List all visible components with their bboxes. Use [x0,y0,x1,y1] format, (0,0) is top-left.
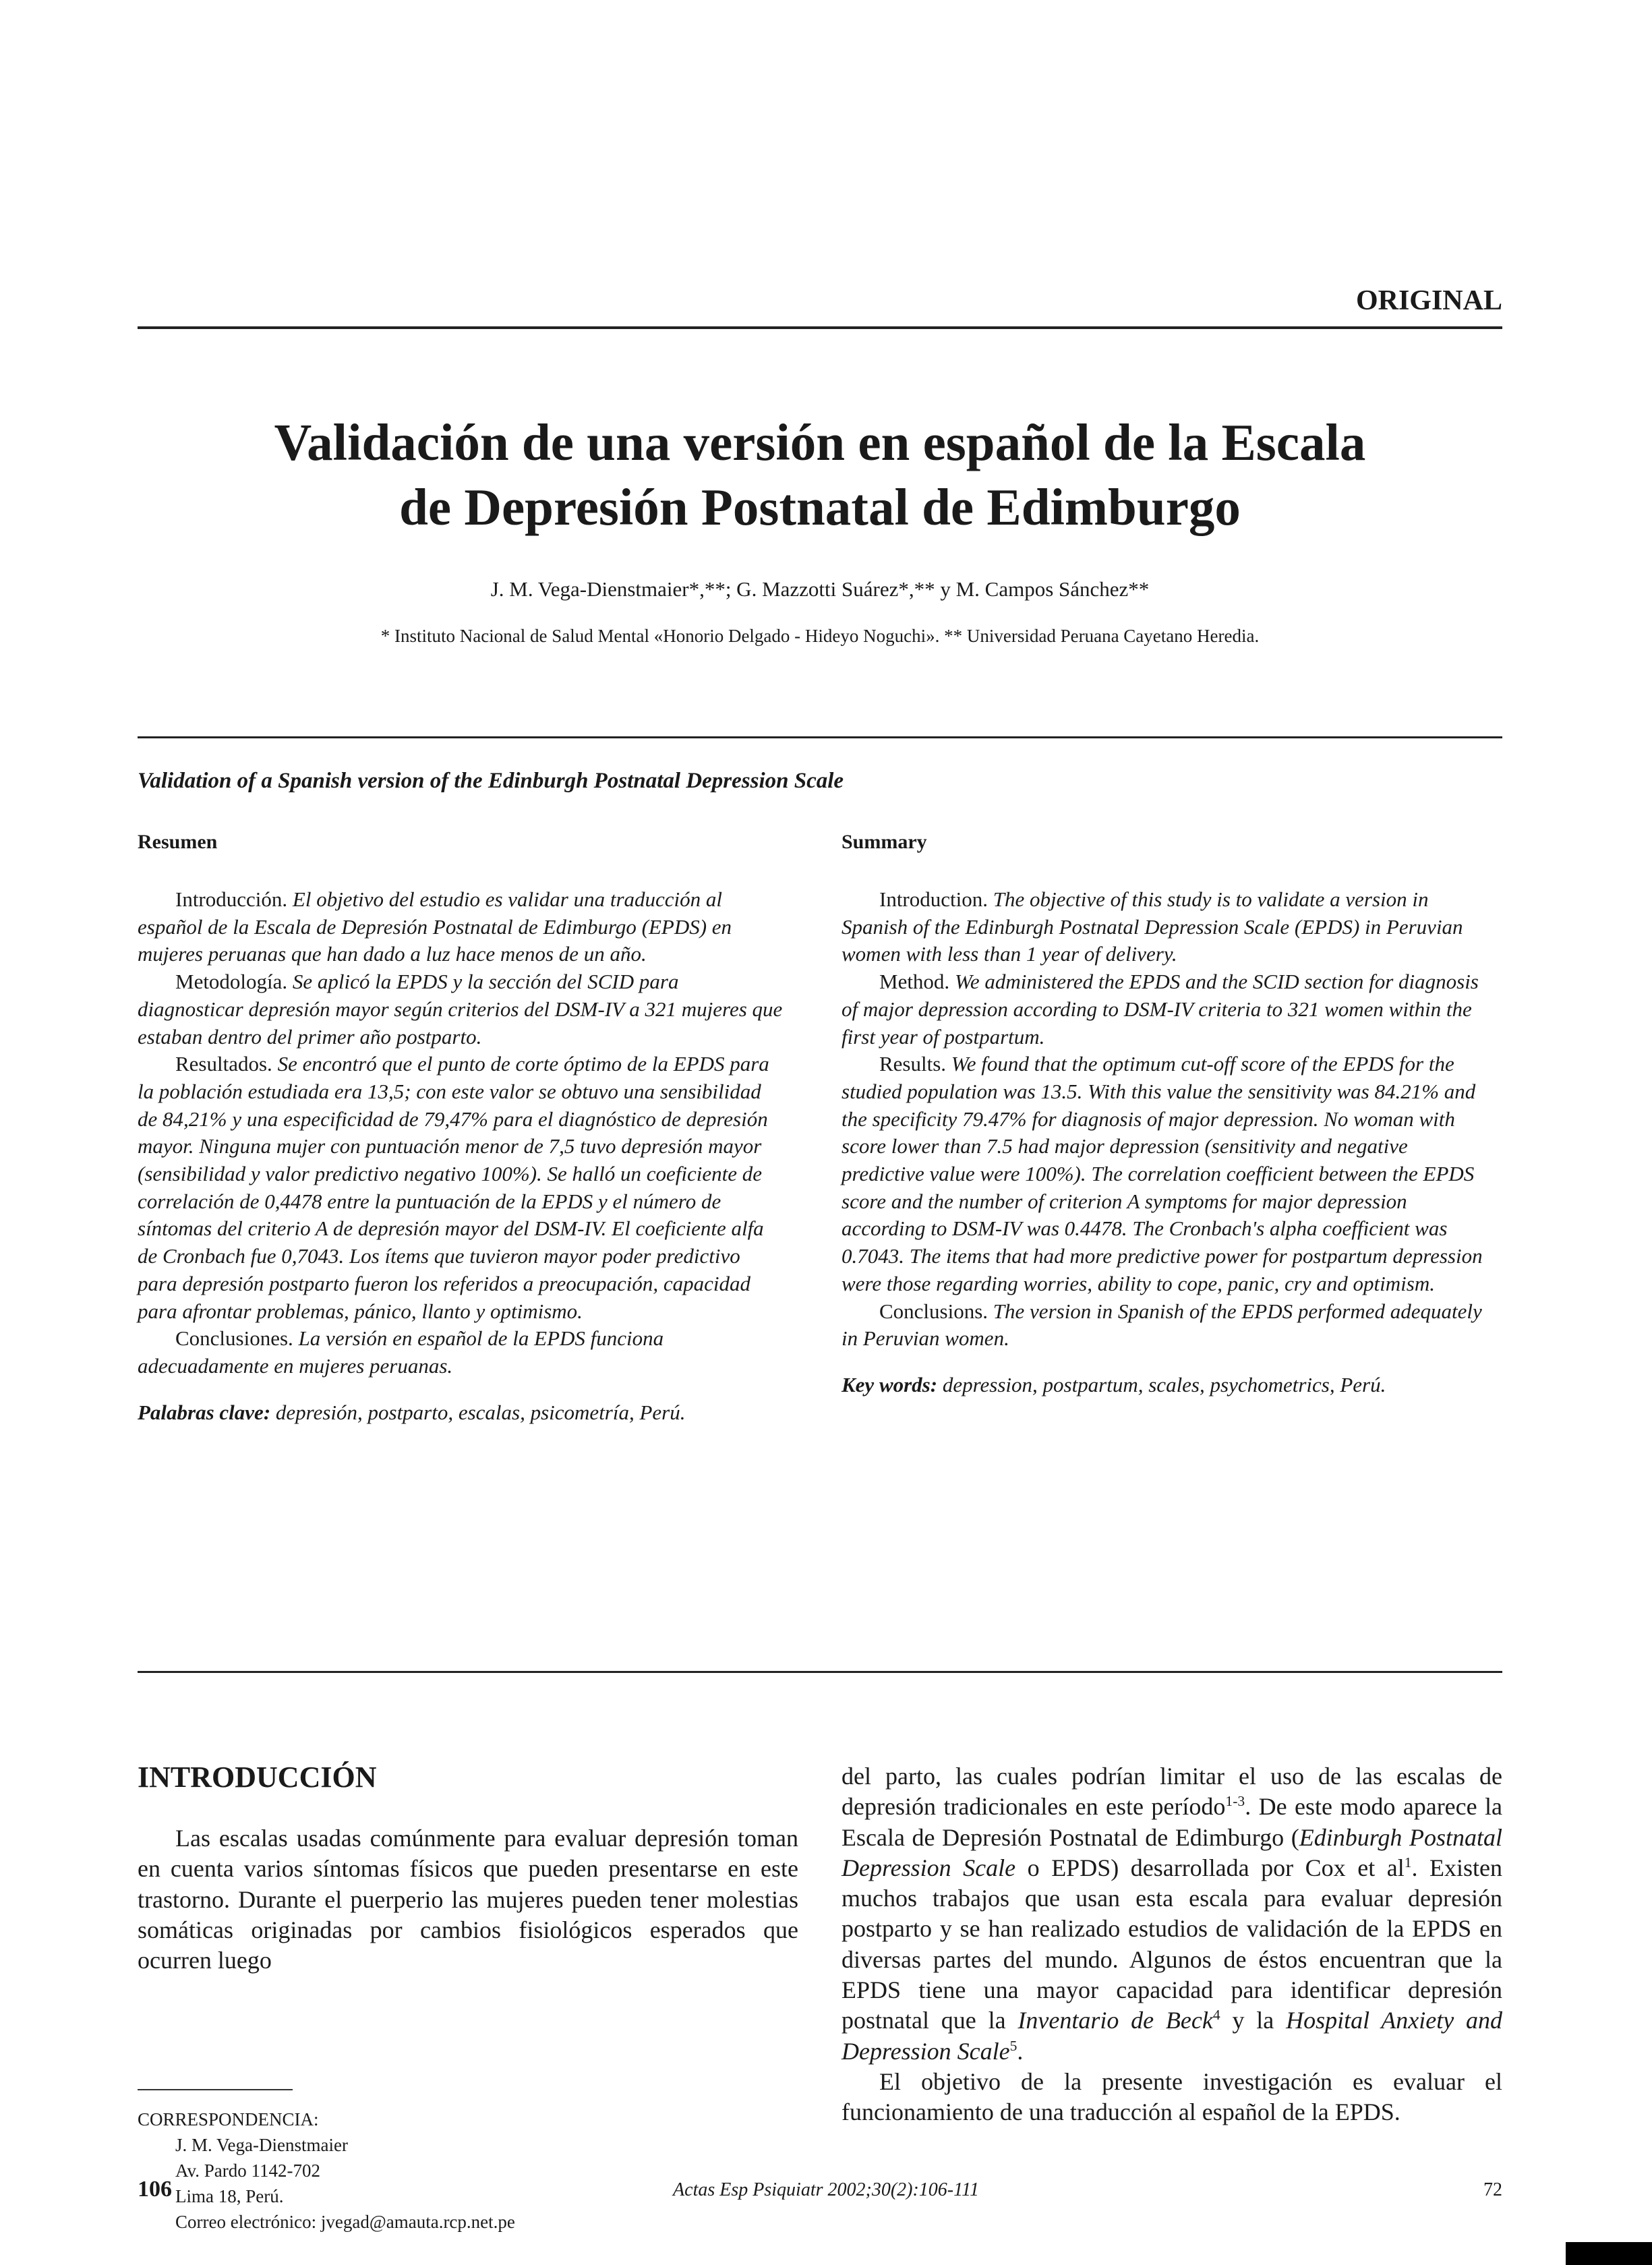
correspondence [138,2107,515,2235]
summary-intro: Introduction. The objective of this study is to validate a version in Spanish of the Edinburgh Postnatal Depression Scale (EPDS) in Peruvian women with less than 1 year of delivery. [842,887,1463,966]
resumen-method: Metodología. Se aplicó la EPDS y la sección del SCID para diagnosticar depresión mayor según criterios del DSM-IV a 321 mujeres que estaban dentro del primer año postparto. [138,970,783,1049]
title-line-1: Validación de una versión en español de la Escala [274,413,1366,471]
section-label: ORIGINAL [1355,285,1502,316]
abstract-top-rule [138,736,1502,738]
summary-body [842,886,1489,1399]
footer-right-number: 72 [1483,2179,1502,2200]
title-line-2: de Depresión Postnatal de Edimburgo [399,478,1241,536]
resumen-results: Resultados. Se encontró que el punto de corte óptimo de la EPDS para la población estudiada era 13,5; con este valor se obtuvo una sensibilidad de 84,21% y una especificidad de 79,47% para el diagnóstico de depresión mayor. Ninguna mujer con puntuación menor de 7,5 tuvo depresión mayor (sensibilidad y valor predictivo negativo 100%). Se halló un coeficiente de correlación de 0,4478 entre la puntuación de la EPDS y el número de síntomas del criterio A de depresión mayor del DSM-IV. El coeficiente alfa de Cronbach fue 0,7043. Los ítems que tuvieron mayor poder predictivo para depresión postparto fueron los referidos a preocupación, capacidad para afrontar problemas, pánico, llanto y optimismo. [138,1052,769,1323]
english-title: Validation of a Spanish version of the Edinburgh Postnatal Depression Scale [138,769,844,793]
correspondence-email: Correo electrónico: jvegad@amauta.rcp.net.pe [175,2212,515,2232]
summary-method: Method. We administered the EPDS and the SCID section for diagnosis of major depression according to DSM-IV criteria to 321 women within the first year of postpartum. [842,970,1479,1049]
article-title [138,410,1502,539]
summary-conclusions: Conclusions. The version in Spanish of the EPDS performed adequately in Peruvian women. [842,1299,1482,1351]
header-rule [138,326,1502,329]
correspondence-address-2: Lima 18, Perú. [175,2186,284,2206]
resumen-keywords: Palabras clave: depresión, postparto, escalas, psicometría, Perú. [138,1400,686,1424]
affiliations: * Instituto Nacional de Salud Mental «Honorio Delgado - Hideyo Noguchi». ** Universidad Peruana Cayetano Heredia. [380,626,1260,646]
intro-right-paragraph-1: del parto, las cuales podrían limitar el uso de las escalas de depresión tradicionales en este período$^{1-3}$. De este modo aparece la Escala de Depresión Postnatal de Edimburgo (Edinburgh Postnatal Depression Scale o EPDS) desarrollada por Cox et $al^1$. Existen muchos trabajos que usan esta escala para evaluar depresión postparto y se han realizado estudios de validación de la EPDS en diversas partes del mundo. Algunos de éstos encuentran que la EPDS tiene una mayor capacidad para identificar depresión postnatal que la Inventario de Beck$^4$ y la Hospital Anxiety and Depression Scale$^5$. [842,1763,1503,2065]
intro-left-paragraph: Las escalas usadas comúnmente para evaluar depresión toman en cuenta varios síntomas físicos que pueden presentarse en este trastorno. Durante el puerperio las mujeres pueden tener molestias somáticas originadas por cambios fisiológicos esperados que ocurren luego [138,1825,798,1974]
intro-right-paragraph-2: El objetivo de la presente investigación es evaluar el funcionamiento de una traducción al español de la EPDS. [842,2067,1502,2126]
intro-right-column [842,1761,1502,2128]
resumen-heading: Resumen [138,831,218,853]
correspondence-address-1: Av. Pardo 1142-702 [175,2160,320,2181]
summary-keywords: Key words: depression, postpartum, scales, psychometrics, Perú. [842,1372,1386,1396]
correspondence-rule [138,2089,293,2090]
resumen-body [138,886,785,1426]
resumen-intro: Introducción. El objetivo del estudio es validar una traducción al español de la Escala de Depresión Postnatal de Edimburgo (EPDS) en mujeres peruanas que han dado a luz hace menos de un año. [138,887,732,966]
intro-left-column [138,1823,798,1976]
correspondence-name: J. M. Vega-Dienstmaier [175,2135,348,2155]
resumen-conclusions: Conclusiones. La versión en español de la EPDS funciona adecuadamente en mujeres peruanas. [138,1326,664,1378]
summary-results: Results. We found that the optimum cut-off score of the EPDS for the studied population was 13.5. With this value the sensitivity was 84.21% and the specificity 79.47% for diagnosis of major depression. No woman with score lower than 7.5 had major depression (sensitivity and negative predictive value were 100%). The correlation coefficient between the EPDS score and the number of criterion A symptoms for major depression according to DSM-IV was 0.4478. The Cronbach's alpha coefficient was 0.7043. The items that had more predictive power for postpartum depression were those regarding worries, ability to cope, panic, cry and optimism. [842,1052,1483,1295]
intro-heading: INTRODUCCIÓN [138,1761,377,1794]
summary-heading: Summary [842,831,927,853]
corner-mark [1566,2242,1652,2265]
authors: J. M. Vega-Dienstmaier*,**; G. Mazzotti Suárez*,** y M. Campos Sánchez** [490,577,1150,601]
abstract-bottom-rule [138,1671,1502,1673]
page-number: 106 [138,2177,172,2202]
journal-citation: Actas Esp Psiquiatr 2002;30(2):106-111 [673,2179,979,2200]
correspondence-label: CORRESPONDENCIA: [138,2109,319,2129]
